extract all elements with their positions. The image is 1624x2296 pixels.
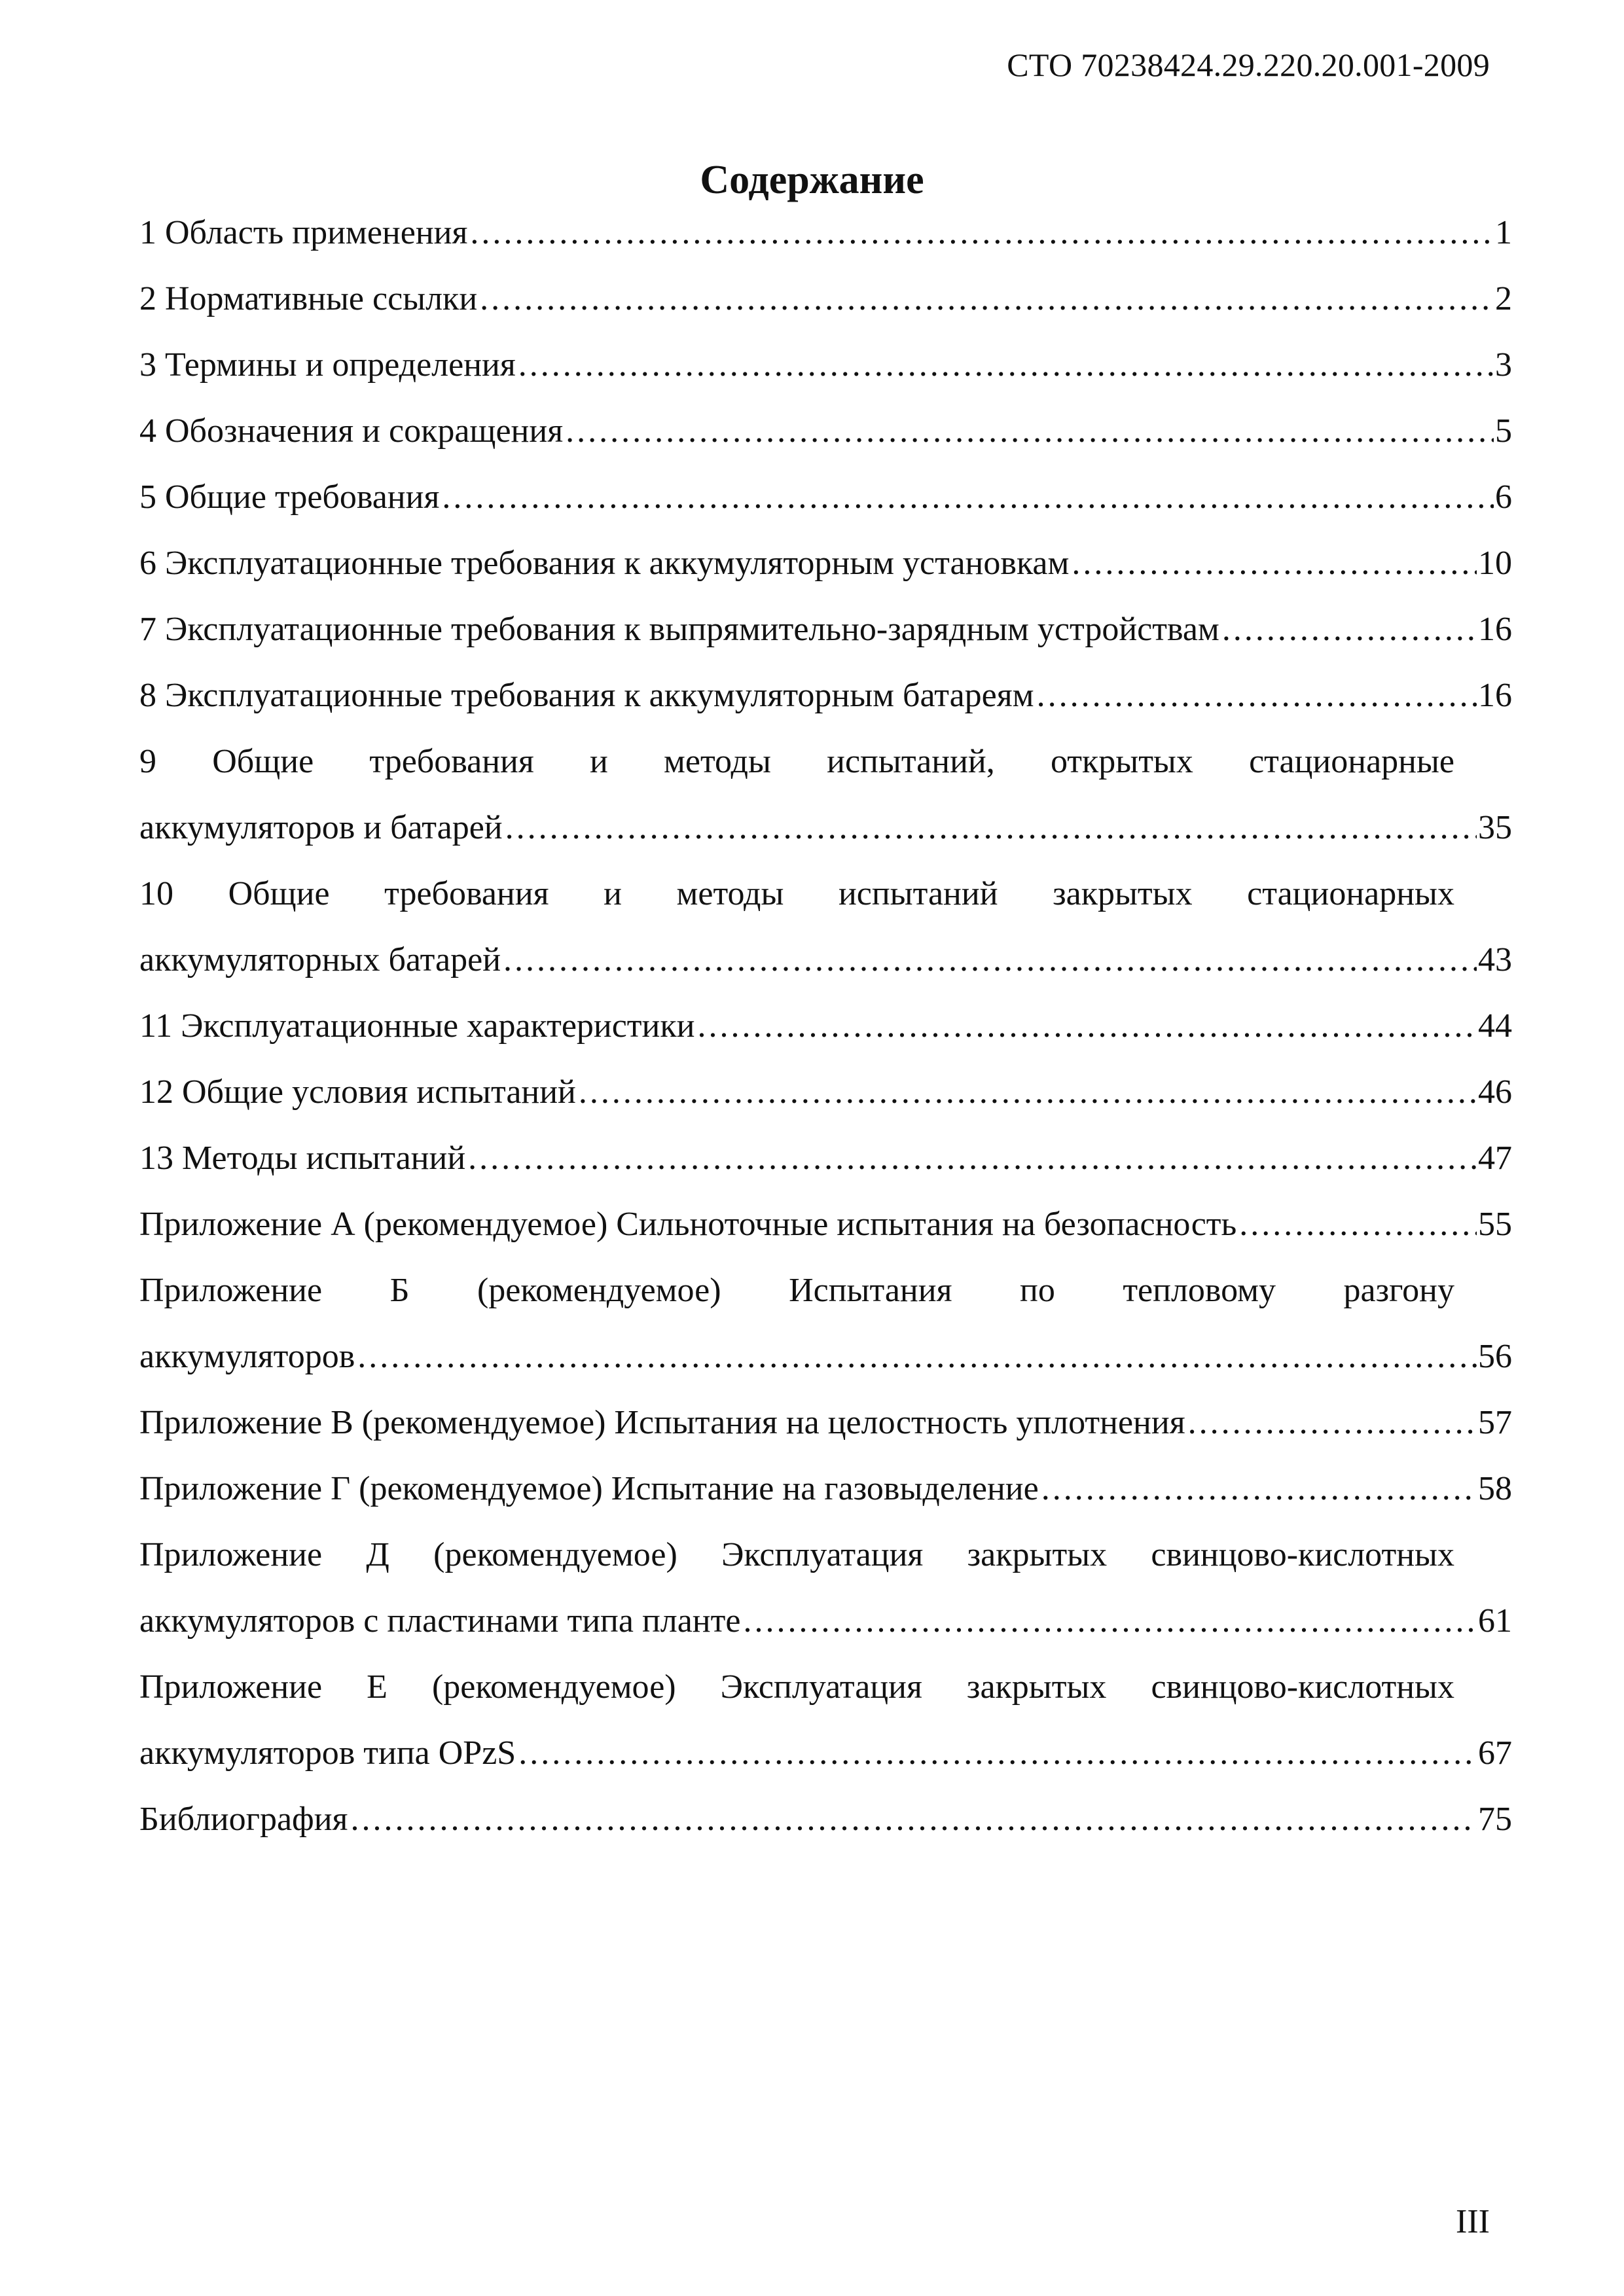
toc-entry[interactable] (139, 662, 1512, 728)
toc-entry-line (139, 1191, 1512, 1257)
toc-entry-page: 67 (1478, 1734, 1512, 1772)
toc-entry-label: 2 Нормативные ссылки (139, 280, 478, 317)
dot-leader (470, 200, 1494, 266)
toc-entry[interactable] (139, 1191, 1512, 1257)
toc-entry[interactable] (139, 1522, 1512, 1654)
toc-entry-line (139, 1456, 1512, 1522)
dot-leader (503, 927, 1477, 993)
dot-leader (468, 1125, 1477, 1191)
toc-entry-first-line: Приложение Д (рекомендуемое) Эксплуатация закрытых свинцово-кислотных (139, 1536, 1454, 1573)
toc-entry[interactable] (139, 200, 1512, 266)
toc-entry-page: 61 (1478, 1602, 1512, 1640)
toc-entry-page: 56 (1478, 1338, 1512, 1375)
toc-entry[interactable] (139, 1456, 1512, 1522)
toc-entry-label: Приложение В (рекомендуемое) Испытания на целостность уплотнения (139, 1404, 1185, 1441)
page-number: III (1456, 2203, 1490, 2240)
toc-entry-line (139, 1588, 1512, 1654)
toc-entry[interactable] (139, 1059, 1512, 1125)
toc-entry-first-line: 10 Общие требования и методы испытаний закрытых стационарных (139, 875, 1454, 912)
toc-entry-label: 3 Термины и определения (139, 346, 516, 384)
toc-entry-first-line: Приложение Б (рекомендуемое) Испытания по тепловому разгону (139, 1272, 1454, 1309)
toc-entry-label: 6 Эксплуатационные требования к аккумуляторным установкам (139, 545, 1070, 582)
dot-leader (579, 1059, 1477, 1125)
toc-entry-line (139, 1125, 1512, 1191)
toc-entry[interactable] (139, 1654, 1512, 1786)
toc-entry-line (139, 1059, 1512, 1125)
toc-entry[interactable] (139, 1786, 1512, 1852)
dot-leader (518, 1720, 1477, 1786)
toc-entry[interactable] (139, 1390, 1512, 1456)
toc-entry[interactable] (139, 993, 1512, 1059)
dot-leader (566, 398, 1494, 464)
toc-entry[interactable] (139, 398, 1512, 464)
dot-leader (357, 1323, 1477, 1390)
toc-entry-page: 58 (1478, 1470, 1512, 1507)
toc-entry-line (139, 464, 1512, 530)
toc-entry-page: 46 (1478, 1073, 1512, 1111)
toc-entry-line (139, 662, 1512, 728)
toc-entry-page: 16 (1478, 677, 1512, 714)
toc-entry-page: 75 (1478, 1801, 1512, 1838)
toc-entry[interactable] (139, 596, 1512, 662)
toc-entry-line (139, 596, 1512, 662)
toc-entry-label: аккумуляторов и батарей (139, 809, 503, 846)
toc-entry-page: 47 (1478, 1139, 1512, 1177)
toc-entry[interactable] (139, 1257, 1512, 1390)
toc-entry-label: Библиография (139, 1801, 348, 1838)
dot-leader (350, 1786, 1477, 1852)
toc-entry-page: 2 (1495, 280, 1512, 317)
dot-leader (697, 993, 1477, 1059)
document-code: СТО 70238424.29.220.20.001-2009 (1007, 46, 1490, 83)
toc-entry-label: 7 Эксплуатационные требования к выпрямительно-зарядным устройствам (139, 611, 1219, 648)
table-of-contents (139, 200, 1512, 1852)
toc-entry-line (139, 266, 1512, 332)
toc-entry-page: 57 (1478, 1404, 1512, 1441)
dot-leader (505, 795, 1477, 861)
dot-leader (480, 266, 1494, 332)
toc-entry-line (139, 795, 1512, 861)
toc-entry-page: 1 (1495, 214, 1512, 251)
toc-entry-label: аккумуляторов типа OPzS (139, 1734, 516, 1772)
toc-entry-label: Приложение Г (рекомендуемое) Испытание на газовыделение (139, 1470, 1039, 1507)
toc-entry-page: 10 (1478, 545, 1512, 582)
toc-entry-page: 43 (1478, 941, 1512, 978)
toc-entry-label: 4 Обозначения и сокращения (139, 412, 564, 450)
dot-leader (743, 1588, 1477, 1654)
toc-entry-line (139, 1786, 1512, 1852)
toc-entry-line (139, 1720, 1512, 1786)
toc-entry-first-line: 9 Общие требования и методы испытаний, открытых стационарные (139, 743, 1454, 780)
dot-leader (1037, 662, 1477, 728)
dot-leader (1072, 530, 1477, 596)
toc-entry[interactable] (139, 530, 1512, 596)
toc-entry[interactable] (139, 861, 1512, 993)
toc-entry-line (139, 1323, 1512, 1390)
toc-entry-label: 1 Область применения (139, 214, 468, 251)
toc-title: Содержание (700, 158, 924, 202)
toc-entry-label: аккумуляторов с пластинами типа планте (139, 1602, 741, 1640)
toc-entry-line (139, 1390, 1512, 1456)
dot-leader (1222, 596, 1477, 662)
toc-entry[interactable] (139, 332, 1512, 398)
toc-entry[interactable] (139, 728, 1512, 861)
toc-entry[interactable] (139, 266, 1512, 332)
toc-entry-page: 35 (1478, 809, 1512, 846)
toc-entry-page: 3 (1495, 346, 1512, 384)
toc-entry-label: 8 Эксплуатационные требования к аккумуляторным батареям (139, 677, 1034, 714)
toc-entry-label: 5 Общие требования (139, 478, 440, 516)
toc-entry-page: 44 (1478, 1007, 1512, 1045)
toc-entry-label: 11 Эксплуатационные характеристики (139, 1007, 695, 1045)
toc-entry-line (139, 332, 1512, 398)
toc-entry-page: 5 (1495, 412, 1512, 450)
toc-entry-label: 13 Методы испытаний (139, 1139, 466, 1177)
toc-entry-line (139, 993, 1512, 1059)
toc-entry-page: 16 (1478, 611, 1512, 648)
toc-entry-page: 6 (1495, 478, 1512, 516)
dot-leader (1239, 1191, 1477, 1257)
toc-entry-first-line: Приложение Е (рекомендуемое) Эксплуатация закрытых свинцово-кислотных (139, 1668, 1454, 1706)
toc-entry-label: Приложение А (рекомендуемое) Сильноточные испытания на безопасность (139, 1206, 1237, 1243)
toc-entry-label: аккумуляторных батарей (139, 941, 501, 978)
toc-entry-label: аккумуляторов (139, 1338, 355, 1375)
dot-leader (442, 464, 1494, 530)
toc-entry-page: 55 (1478, 1206, 1512, 1243)
toc-entry-line (139, 530, 1512, 596)
dot-leader (518, 332, 1494, 398)
toc-entry-label: 12 Общие условия испытаний (139, 1073, 576, 1111)
toc-entry[interactable] (139, 1125, 1512, 1191)
dot-leader (1041, 1456, 1477, 1522)
toc-entry-line (139, 200, 1512, 266)
toc-entry[interactable] (139, 464, 1512, 530)
dot-leader (1188, 1390, 1477, 1456)
toc-entry-line (139, 398, 1512, 464)
toc-entry-line (139, 927, 1512, 993)
